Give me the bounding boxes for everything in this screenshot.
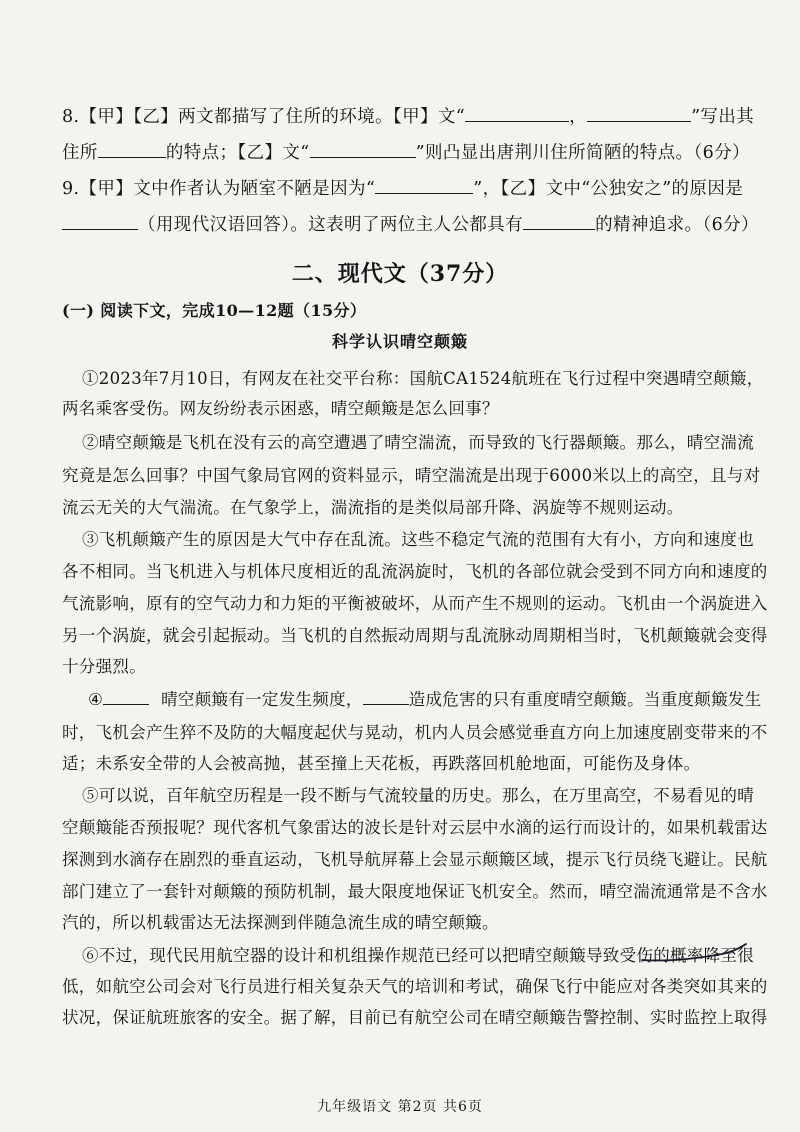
paragraph-line: ②晴空颠簸是飞机在没有云的高空遭遇了晴空湍流，而导致的飞行器颠簸。那么，晴空湍流 (82, 433, 754, 452)
paragraph-line: 汽的，所以机载雷达无法探测到伴随急流生成的晴空颠簸。 (62, 913, 499, 932)
paragraph-line: 各不相同。当飞机进入与机体尺度相近的乱流涡旋时，飞机的各部位就会受到不同方向和速度的 (62, 562, 768, 581)
paragraph-line: 另一个涡旋，就会引起振动。当飞机的自然振动周期与乱流脉动周期相当时，飞机颠簸就会变得 (62, 626, 768, 645)
paragraph-line: 探测到水滴存在剧烈的垂直运动，飞机导航屏幕上会显示颠簸区域，提示飞行员绕飞避让。民航 (62, 850, 768, 869)
paragraph-line: 空颠簸能否预报呢？现代客机气象雷达的波长是针对云层中水滴的运行而设计的，如果机载雷达 (62, 818, 768, 837)
paragraph-line: 流云无关的大气湍流。在气象学上，湍流指的是类似局部升降、涡旋等不规则运动。 (62, 498, 684, 517)
answer-blank[interactable] (523, 215, 595, 230)
paragraph-line: 状况，保证航班旅客的安全。据了解，目前已有航空公司在晴空颠簸告警控制、实时监控上取得 (62, 1008, 768, 1027)
paragraph-line: ③飞机颠簸产生的原因是大气中存在乱流。这些不稳定气流的范围有大有小，方向和速度也 (82, 530, 754, 549)
answer-blank[interactable] (310, 143, 416, 158)
page-footer: 九年级语文 第2页 共6页 (317, 1099, 483, 1115)
paragraph-line: ⑥不过，现代民用航空器的设计和机组操作规范已经可以把晴空颠簸导致受伤的概率降至很 (82, 946, 754, 965)
answer-blank[interactable] (375, 179, 473, 194)
paragraph-line: 两名乘客受伤。网友纷纷表示困惑，晴空颠簸是怎么回事？ (62, 399, 499, 418)
paragraph-line: 究竟是怎么回事？中国气象局官网的资料显示，晴空湍流是出现于6000米以上的高空，且与对 (62, 466, 761, 485)
question-8-line-1: 8.【甲】【乙】两文都描写了住所的环境。【甲】文“ ， ”写出其 (62, 107, 755, 127)
answer-blank[interactable] (587, 107, 691, 122)
answer-blank[interactable] (363, 690, 409, 705)
paragraph-line: 低，如航空公司会对飞行员进行相关复杂天气的培训和考试，确保飞行中能应对各类突如其来的 (62, 977, 768, 996)
article-title: 科学认识晴空颠簸 (331, 332, 468, 351)
paragraph-line: ⑤可以说，百年航空历程是一段不断与气流较量的历史。那么，在万里高空，不易看见的晴 (82, 786, 754, 805)
answer-blank[interactable] (98, 143, 166, 158)
answer-blank[interactable] (103, 690, 149, 705)
paragraph-line: 气流影响，原有的空气动力和力矩的平衡被破坏，从而产生不规则的运动。飞机由一个涡旋进入 (62, 594, 768, 613)
paragraph-line: 部门建立了一套针对颠簸的预防机制，最大限度地保证飞机安全。然而，晴空湍流通常是不含水 (62, 882, 768, 901)
paragraph-line: 时，飞机会产生猝不及防的大幅度起伏与晃动，机内人员会感觉垂直方向上加速度剧变带来的不 (62, 723, 768, 742)
paragraph-4-line-1: ④ 晴空颠簸有一定发生频度， 造成危害的只有重度晴空颠簸。当重度颠簸发生 (88, 690, 762, 709)
pen-underline-mark (640, 938, 750, 968)
paragraph-line: 十分强烈。 (62, 657, 146, 676)
answer-blank[interactable] (62, 215, 138, 230)
paragraph-line: ①2023年7月10日，有网友在社交平台称：国航CA1524航班在飞行过程中突遇晴空颠簸， (82, 369, 764, 388)
answer-blank[interactable] (465, 107, 569, 122)
paragraph-line: 适；未系安全带的人会被高抛，甚至撞上天花板，再跌落回机舱地面，可能伤及身体。 (62, 754, 701, 773)
subsection-heading: (一) 阅读下文，完成10—12题（15分） (62, 301, 367, 320)
question-8-line-2: 住所 的特点；【乙】文“ ”则凸显出唐荆川住所简陋的特点。（6分） (62, 143, 750, 163)
section-title: 二、现代文（37分） (291, 261, 509, 287)
question-9-line-1: 9.【甲】文中作者认为陋室不陋是因为“ ”，【乙】文中“公独安之”的原因是 (62, 179, 744, 199)
question-9-line-2: （用现代汉语回答）。这表明了两位主人公都具有 的精神追求。（6分） (62, 211, 759, 236)
